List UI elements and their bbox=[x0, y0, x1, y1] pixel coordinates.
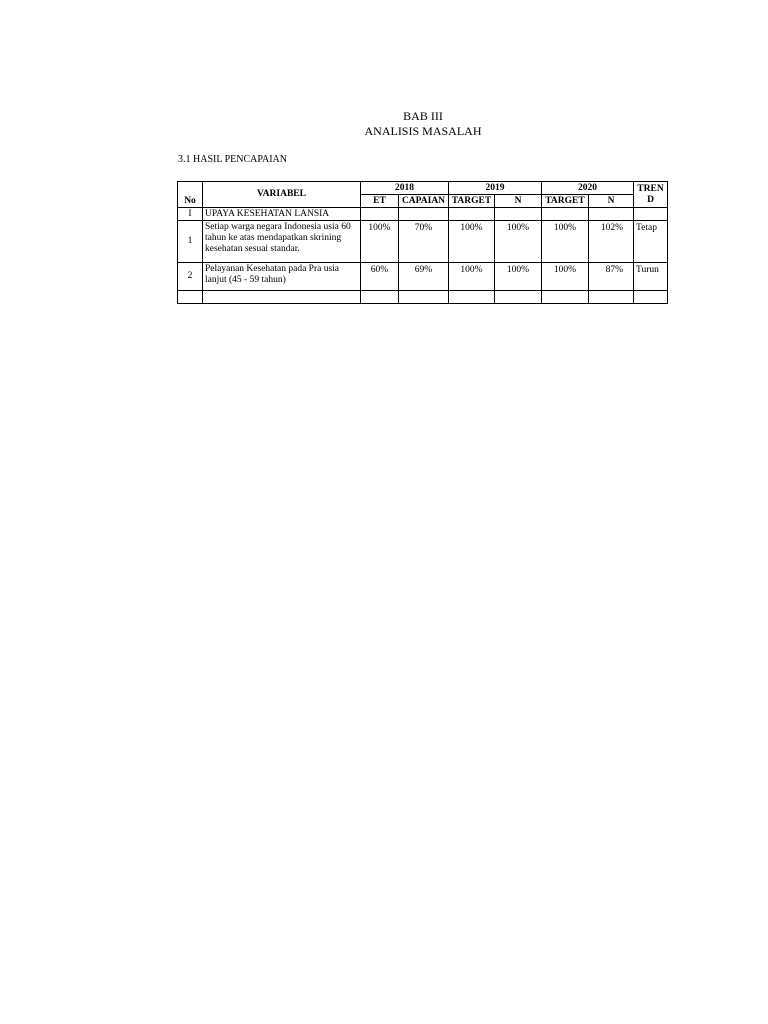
group-label: UPAYA KESEHATAN LANSIA bbox=[203, 208, 361, 221]
header-sub-n-2019: N bbox=[495, 195, 542, 208]
row-value: 87% bbox=[589, 263, 634, 291]
chapter-subtitle: ANALISIS MASALAH bbox=[364, 124, 482, 138]
chapter-title: BAB III bbox=[403, 109, 443, 123]
table-row bbox=[178, 263, 668, 291]
header-year-2020: 2020 bbox=[542, 182, 634, 195]
section-heading: 3.1 HASIL PENCAPAIAN bbox=[178, 154, 287, 165]
header-variabel: VARIABEL bbox=[203, 182, 361, 208]
row-value: 100% bbox=[449, 221, 495, 263]
row-value: 100% bbox=[495, 263, 542, 291]
header-sub-target-2020: TARGET bbox=[542, 195, 589, 208]
row-trend: Tetap bbox=[634, 221, 668, 263]
row-value: 100% bbox=[542, 221, 589, 263]
achievement-table bbox=[177, 181, 668, 304]
empty-row bbox=[178, 291, 668, 304]
header-sub-target-2019: TARGET bbox=[449, 195, 495, 208]
header-sub-capaian: CAPAIAN bbox=[399, 195, 449, 208]
row-variabel: Pelayanan Kesehatan pada Pra usia lanjut (45 - 59 tahun) bbox=[203, 263, 361, 291]
row-value: 100% bbox=[542, 263, 589, 291]
row-no: 1 bbox=[178, 221, 203, 263]
row-value: 70% bbox=[399, 221, 449, 263]
row-no: 2 bbox=[178, 263, 203, 291]
header-sub-et: ET bbox=[361, 195, 399, 208]
header-row-years bbox=[178, 182, 668, 195]
header-no: No bbox=[178, 182, 203, 208]
row-trend: Turun bbox=[634, 263, 668, 291]
row-value: 100% bbox=[449, 263, 495, 291]
group-no: I bbox=[178, 208, 203, 221]
header-year-2019: 2019 bbox=[449, 182, 542, 195]
header-sub-n-2020: N bbox=[589, 195, 634, 208]
row-value: 102% bbox=[589, 221, 634, 263]
row-value: 69% bbox=[399, 263, 449, 291]
header-year-2018: 2018 bbox=[361, 182, 449, 195]
table-row bbox=[178, 221, 668, 263]
group-row bbox=[178, 208, 668, 221]
header-trend: TREN D bbox=[634, 182, 668, 208]
row-value: 60% bbox=[361, 263, 399, 291]
row-value: 100% bbox=[495, 221, 542, 263]
row-value: 100% bbox=[361, 221, 399, 263]
row-variabel: Setiap warga negara Indonesia usia 60 tahun ke atas mendapatkan skrining kesehatan sesuai standar. bbox=[203, 221, 361, 263]
